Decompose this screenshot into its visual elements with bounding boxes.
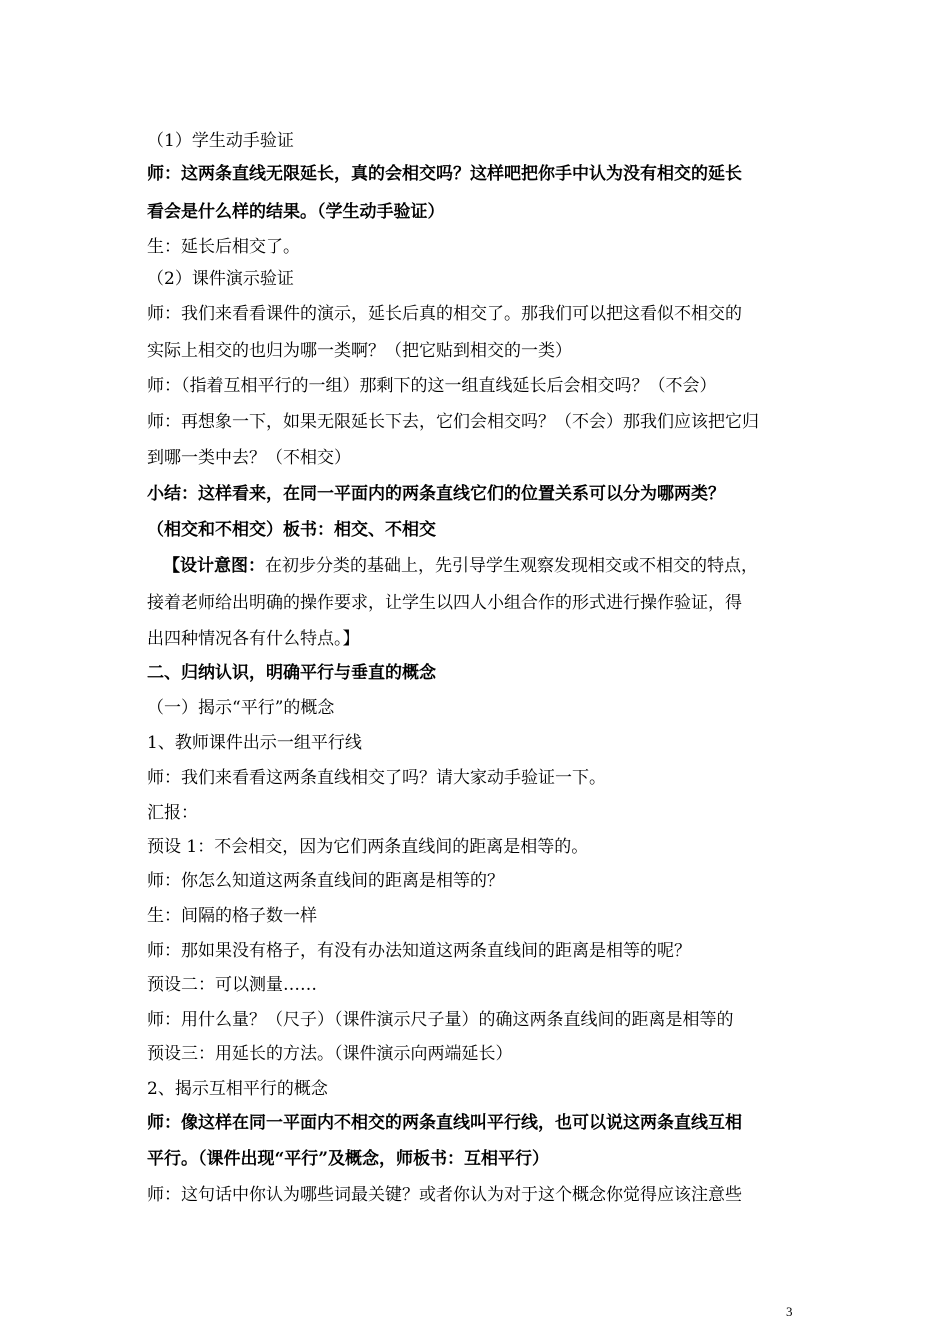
text-line: 预设 1：不会相交，因为它们两条直线间的距离是相等的。 <box>147 837 589 857</box>
text-line: 看会是什么样的结果。（学生动手验证） <box>147 202 445 222</box>
text-line: 预设二：可以测量…… <box>147 975 317 995</box>
text-line: 生：延长后相交了。 <box>147 237 300 257</box>
text-line: 小结：这样看来，在同一平面内的两条直线它们的位置关系可以分为哪两类？ <box>147 484 725 504</box>
text-line: 平行。（课件出现“平行”及概念，师板书：互相平行） <box>147 1149 550 1169</box>
text-line: 1、教师课件出示一组平行线 <box>147 733 362 753</box>
text-line: 师：你怎么知道这两条直线间的距离是相等的？ <box>147 871 504 891</box>
text-line: 师：我们来看看这两条直线相交了吗？请大家动手验证一下。 <box>147 768 606 788</box>
text-line: 师：我们来看看课件的演示，延长后真的相交了。那我们可以把这看似不相交的 <box>147 304 742 324</box>
text-line: （2）课件演示验证 <box>147 269 294 289</box>
text-line: 到哪一类中去？（不相交） <box>147 448 351 468</box>
text-line: 生：间隔的格子数一样 <box>147 906 317 926</box>
text-line: 接着老师给出明确的操作要求，让学生以四人小组合作的形式进行操作验证，得 <box>147 593 742 613</box>
text-segment: 【设计意图： <box>163 556 265 576</box>
text-line: 师：像这样在同一平面内不相交的两条直线叫平行线，也可以说这两条直线互相 <box>147 1113 742 1133</box>
text-segment: 在初步分类的基础上，先引导学生观察发现相交或不相交的特点， <box>265 556 758 576</box>
text-line: 二、归纳认识，明确平行与垂直的概念 <box>147 663 436 683</box>
text-line: （1）学生动手验证 <box>147 131 294 151</box>
text-line: 师：再想象一下，如果无限延长下去，它们会相交吗？（不会）那我们应该把它归 <box>147 412 759 432</box>
text-line <box>163 555 829 577</box>
page-number: 3 <box>786 1304 793 1319</box>
text-line: 预设三：用延长的方法。（课件演示向两端延长） <box>147 1044 513 1064</box>
text-line: 师：这两条直线无限延长，真的会相交吗？这样吧把你手中认为没有相交的延长 <box>147 164 742 184</box>
text-line: 师：（指着互相平行的一组）那剩下的这一组直线延长后会相交吗？（不会） <box>147 376 717 396</box>
text-line: 出四种情况各有什么特点。】 <box>147 629 360 649</box>
text-line: （一）揭示“平行”的概念 <box>147 698 335 718</box>
text-line: 2、揭示互相平行的概念 <box>147 1079 328 1099</box>
text-line: 师：那如果没有格子，有没有办法知道这两条直线间的距离是相等的呢？ <box>147 941 691 961</box>
text-line: 实际上相交的也归为哪一类啊？（把它贴到相交的一类） <box>147 341 572 361</box>
text-line: 师：这句话中你认为哪些词最关键？或者你认为对于这个概念你觉得应该注意些 <box>147 1185 742 1205</box>
text-line: 汇报： <box>147 803 198 823</box>
text-line: （相交和不相交）板书：相交、不相交 <box>147 520 436 540</box>
text-line: 师：用什么量？（尺子）（课件演示尺子量）的确这两条直线间的距离是相等的 <box>147 1010 734 1030</box>
